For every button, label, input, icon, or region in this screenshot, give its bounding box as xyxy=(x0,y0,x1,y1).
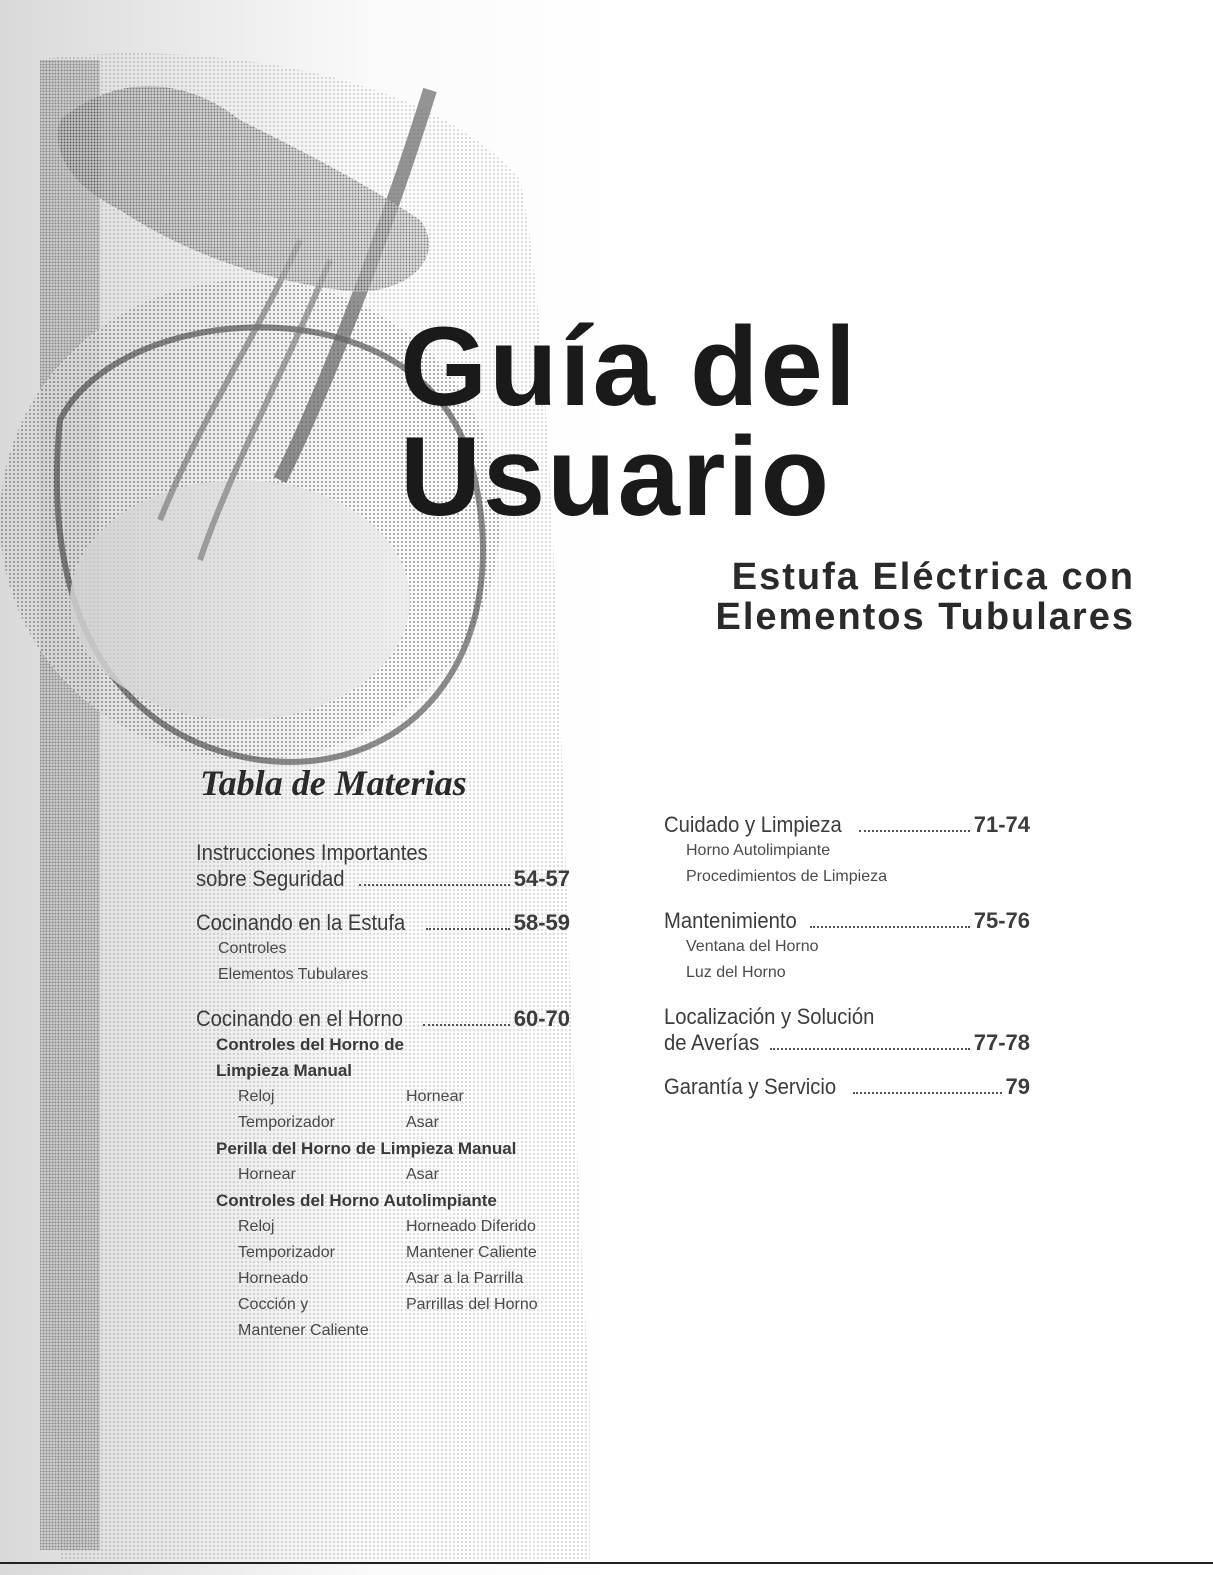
toc-subitem-row: Horneado Asar a la Parrilla xyxy=(238,1270,524,1287)
toc-entry-title-b: de Averías xyxy=(664,1030,760,1055)
toc-subitem-row: Temporizador Mantener Caliente xyxy=(238,1244,537,1261)
toc-right-column xyxy=(664,812,1030,1100)
dot-leader xyxy=(426,928,510,930)
title-line-2-text: Usuario xyxy=(400,414,831,539)
dot-leader xyxy=(770,1048,970,1050)
toc-subitem: Luz del Horno xyxy=(686,964,786,981)
toc-entry-title: Garantía y Servicio xyxy=(664,1074,837,1099)
toc-left-column xyxy=(196,840,570,1344)
page-range: 60-70 xyxy=(513,1006,570,1031)
toc-subitem: Horno Autolimpiante xyxy=(686,842,831,859)
toc-entry-troubleshooting[interactable] xyxy=(664,1030,1030,1056)
toc-entry-title: Cuidado y Limpieza xyxy=(664,812,842,837)
toc-subitem: Elementos Tubulares xyxy=(218,966,369,983)
toc-subitem-row: Temporizador Asar xyxy=(238,1114,439,1131)
toc-heading: Tabla de Materias xyxy=(200,763,467,803)
toc-entry-title: Mantenimiento xyxy=(664,908,797,933)
dot-leader xyxy=(423,1024,510,1026)
toc-entry-title: Cocinando en la Estufa xyxy=(196,910,406,935)
toc-entry-safety-title-b: sobre Seguridad xyxy=(196,866,345,891)
toc-subheading: Perilla del Horno de Limpieza Manual xyxy=(216,1139,517,1158)
toc-subitem-row: Mantener Caliente xyxy=(238,1322,369,1339)
toc-entry-care[interactable] xyxy=(664,812,1030,838)
toc-subitem-row: Cocción y Parrillas del Horno xyxy=(238,1296,538,1313)
dot-leader xyxy=(810,926,969,928)
subtitle-line-2: Elementos Tubulares xyxy=(715,596,1135,638)
dot-leader xyxy=(359,884,509,886)
page-range: 71-74 xyxy=(973,812,1030,837)
toc-subitem-row: Reloj Hornear xyxy=(238,1088,464,1105)
page-range: 77-78 xyxy=(973,1030,1030,1055)
toc-entry-safety-title: Instrucciones Importantes xyxy=(196,840,428,865)
title-line-1-text: Guía del xyxy=(400,304,858,429)
toc-entry-maintenance[interactable] xyxy=(664,908,1030,934)
toc-subheading: Controles del Horno de xyxy=(216,1035,404,1054)
page-title-line-2 xyxy=(400,412,831,541)
toc-subitem: Procedimientos de Limpieza xyxy=(686,868,887,885)
page-range: 79 xyxy=(1005,1074,1030,1099)
dot-leader xyxy=(859,830,969,832)
dot-leader xyxy=(853,1092,1001,1094)
toc-entry-warranty[interactable] xyxy=(664,1074,1030,1100)
footer-rule xyxy=(0,1562,1213,1564)
toc-entry-oven[interactable] xyxy=(196,1006,570,1032)
toc-subitem-row: Reloj Horneado Diferido xyxy=(238,1218,536,1235)
page-range: 58-59 xyxy=(513,910,570,935)
toc-subheading: Controles del Horno Autolimpiante xyxy=(216,1191,497,1210)
toc-subitem: Ventana del Horno xyxy=(686,938,819,955)
toc-subitem: Controles xyxy=(218,940,287,957)
page-range: 54-57 xyxy=(513,866,570,891)
toc-entry-cooktop[interactable] xyxy=(196,910,570,936)
toc-entry-safety[interactable] xyxy=(196,866,570,892)
toc-subitem-row: Hornear Asar xyxy=(238,1166,439,1183)
page-range: 75-76 xyxy=(973,908,1030,933)
subtitle-line-1: Estufa Eléctrica con xyxy=(731,556,1135,598)
toc-entry-troubleshooting-title: Localización y Solución xyxy=(664,1004,875,1029)
toc-entry-title: Cocinando en el Horno xyxy=(196,1006,404,1031)
toc-subheading: Limpieza Manual xyxy=(216,1061,353,1080)
